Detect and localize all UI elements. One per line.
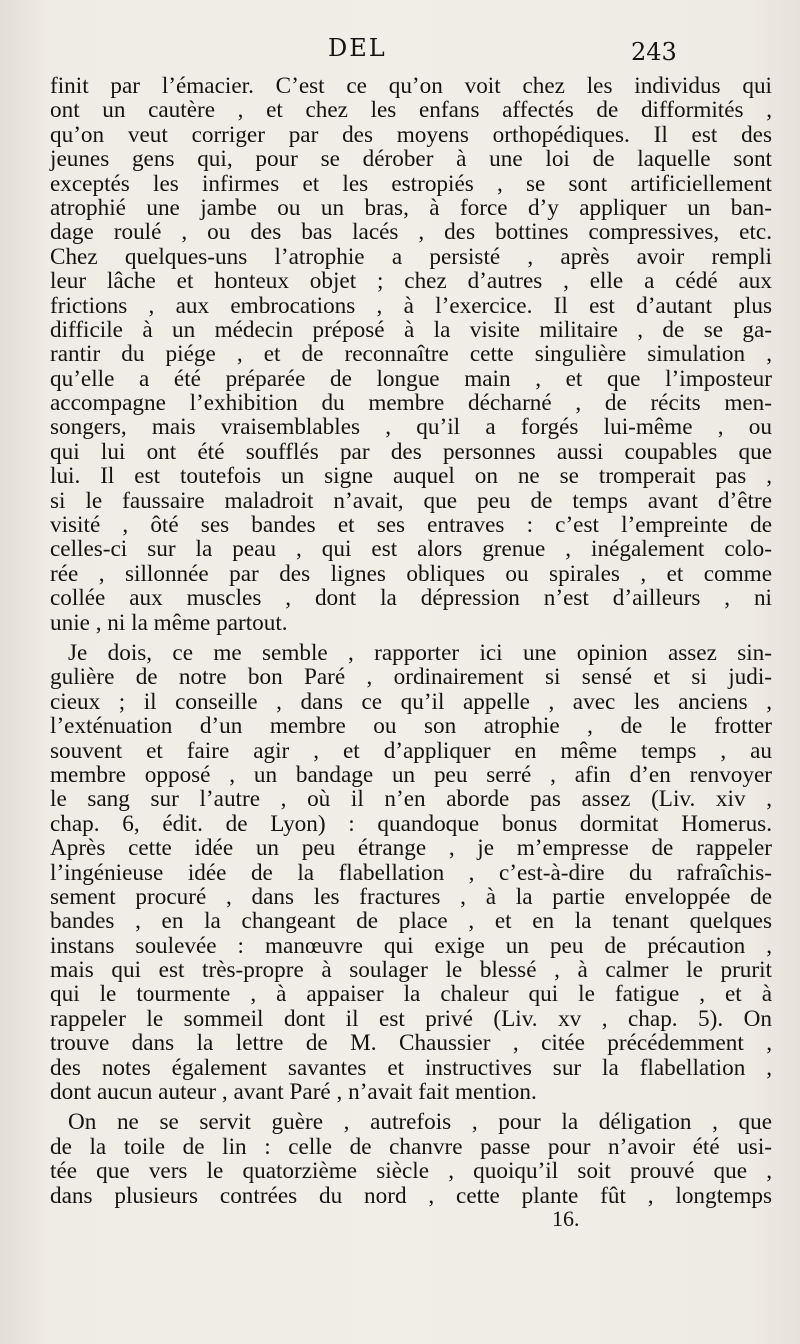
text-line: rantir du piége , et de reconnaître cette singulière simulation , (50, 341, 772, 368)
text-line: difficile à un médecin préposé à la visite militaire , de se ga- (50, 316, 772, 343)
text-line: l’ingénieuse idée de la flabellation , c’est-à-dire du rafraîchis- (50, 859, 772, 886)
text-line: le sang sur l’autre , où il n’en aborde pas assez (Liv. xiv , (50, 786, 772, 813)
text-line: sement procuré , dans les fractures , à la partie enveloppée de (50, 883, 772, 910)
signature-mark: 16. (552, 1206, 580, 1231)
text-line: mais qui est très-propre à soulager le blessé , à calmer le prurit (50, 957, 772, 984)
text-line: dage roulé , ou des bas lacés , des bottines compressives, etc. (50, 219, 772, 246)
text-line: celles-ci sur la peau , qui est alors grenue , inégalement colo- (50, 536, 772, 563)
text-line: songers, mais vraisemblables , qu’il a forgés lui-même , ou (50, 414, 772, 441)
text-line: lui. Il est toutefois un signe auquel on ne se tromperait pas , (50, 463, 772, 490)
text-line: unie , ni la même partout. (50, 609, 288, 636)
text-line: dans plusieurs contrées du nord , cette plante fût , longtemps (50, 1182, 772, 1209)
text-line: Je dois, ce me semble , rapporter ici une opinion assez sin- (68, 639, 772, 666)
text-line: tée que vers le quatorzième siècle , quoiqu’il soit prouvé que , (50, 1158, 772, 1185)
text-line: trouve dans la lettre de M. Chaussier , citée précédemment , (50, 1030, 772, 1057)
text-line: des notes également savantes et instructives sur la flabellation , (50, 1054, 772, 1081)
text-line: atrophié une jambe ou un bras, à force d’y appliquer un ban- (50, 194, 772, 221)
body-text (50, 74, 772, 1208)
paragraph (50, 1110, 772, 1208)
paragraph (50, 74, 772, 635)
text-line: si le faussaire maladroit n’avait, que peu de temps avant d’être (50, 487, 772, 514)
text-line: qu’on veut corriger par des moyens orthopédiques. Il est des (50, 121, 772, 148)
text-line: rappeler le sommeil dont il est privé (Liv. xv , chap. 5). On (50, 1005, 772, 1032)
text-line: accompagne l’exhibition du membre décharné , de récits men- (50, 390, 772, 417)
page-number: 243 (631, 38, 677, 66)
text-line: collée aux muscles , dont la dépression n’est d’ailleurs , ni (50, 585, 772, 612)
text-line: On ne se servit guère , autrefois , pour la déligation , que (68, 1109, 772, 1136)
text-line: l’exténuation d’un membre ou son atrophie , de le frotter (50, 713, 772, 740)
text-line: Après cette idée un peu étrange , je m’empresse de rappeler (50, 835, 772, 862)
text-line: gulière de notre bon Paré , ordinairement si sensé et si judi- (50, 664, 772, 691)
text-line: membre opposé , un bandage un peu serré , afin d’en renvoyer (50, 761, 772, 788)
text-line: chap. 6, édit. de Lyon) : quandoque bonus dormitat Homerus. (50, 810, 772, 837)
text-line: de la toile de lin : celle de chanvre passe pour n’avoir été usi- (50, 1133, 772, 1160)
text-line: frictions , aux embrocations , à l’exercice. Il est d’autant plus (50, 292, 772, 319)
text-line: exceptés les infirmes et les estropiés , se sont artificiellement (50, 170, 772, 197)
text-line: cieux ; il conseille , dans ce qu’il appelle , avec les anciens , (50, 688, 772, 715)
paragraph (50, 641, 772, 1104)
text-line: qui lui ont été soufflés par des personnes aussi coupables que (50, 438, 772, 465)
text-line: visité , ôté ses bandes et ses entraves : c’est l’empreinte de (50, 512, 772, 539)
page-header (0, 34, 800, 74)
text-line: Chez quelques-uns l’atrophie a persisté , après avoir rempli (50, 243, 772, 270)
text-line: bandes , en la changeant de place , et en la tenant quelques (50, 908, 772, 935)
running-head: DEL (328, 34, 387, 62)
text-line: rée , sillonnée par des lignes obliques ou spirales , et comme (50, 560, 772, 587)
text-line: qui le tourmente , à appaiser la chaleur qui le fatigue , et à (50, 981, 772, 1008)
text-line: finit par l’émacier. C’est ce qu’on voit chez les individus qui (50, 73, 772, 99)
text-line: dont aucun auteur , avant Paré , n’avait fait mention. (50, 1079, 537, 1106)
text-line: qu’elle a été préparée de longue main , et que l’imposteur (50, 365, 772, 392)
text-line: ont un cautère , et chez les enfans affectés de difformités , (50, 97, 772, 124)
text-line: leur lâche et honteux objet ; chez d’autres , elle a cédé aux (50, 268, 772, 295)
text-line: jeunes gens qui, pour se dérober à une loi de laquelle sont (50, 146, 772, 173)
text-line: instans soulevée : manœuvre qui exige un peu de précaution , (50, 932, 772, 959)
text-line: souvent et faire agir , et d’appliquer en même temps , au (50, 737, 772, 764)
